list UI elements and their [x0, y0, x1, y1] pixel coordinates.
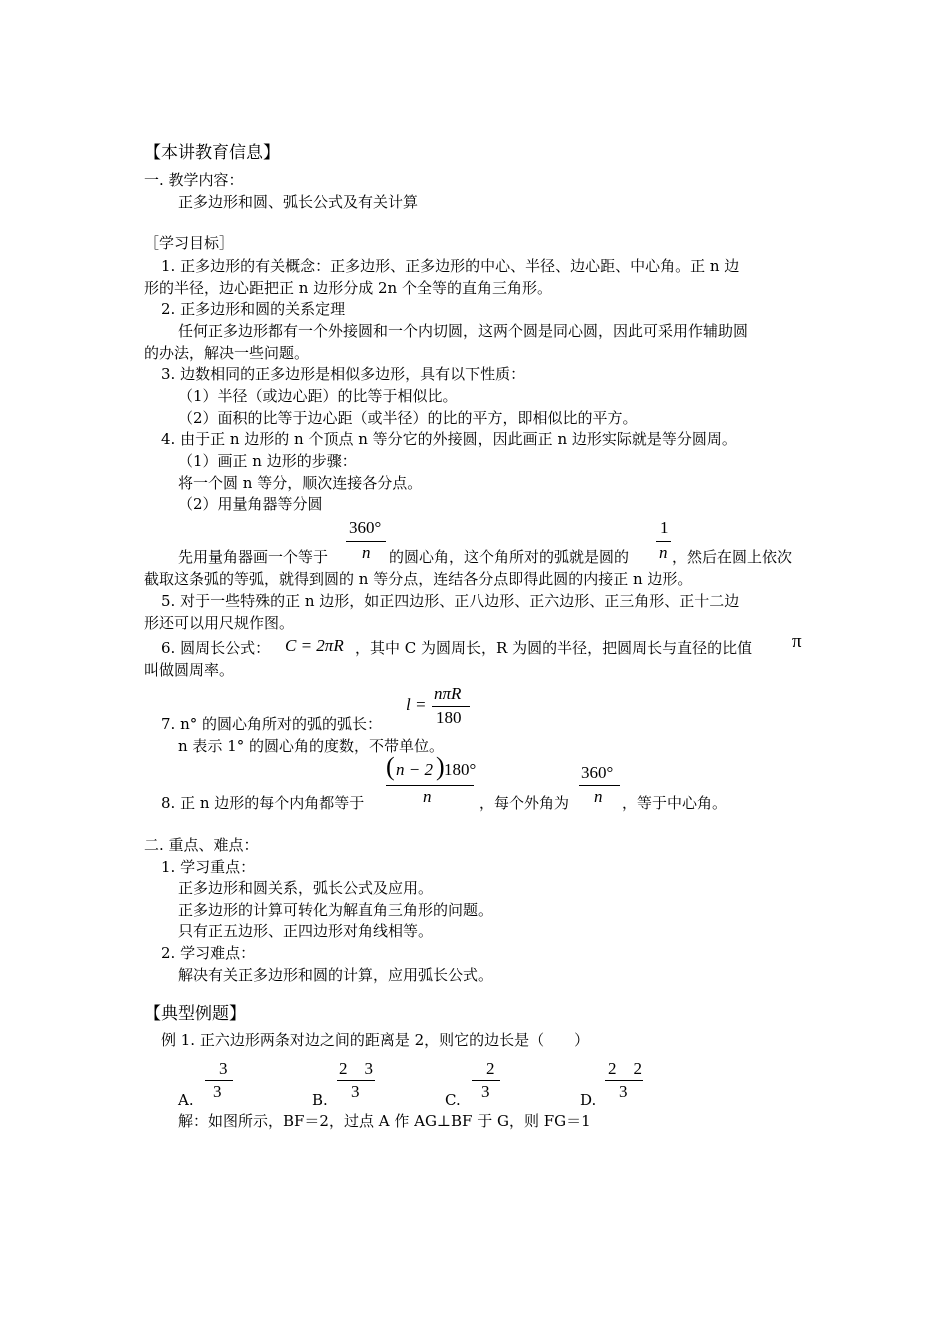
- goal-item-2-line1: 任何正多边形都有一个外接圆和一个内切圆，这两个圆是同心圆，因此可采用作辅助圆: [178, 322, 749, 340]
- examples-heading: 【典型例题】: [144, 1004, 246, 1024]
- arc-length-denominator: 180: [436, 708, 462, 727]
- interior-angle-denominator: n: [423, 787, 432, 806]
- goal-item-5-line2: 形还可以用尺规作图。: [144, 614, 295, 632]
- example-1-solution: 解：如图所示，BF＝2，过点 A 作 AG⊥BF 于 G，则 FG＝1: [178, 1112, 591, 1130]
- circumference-formula: C = 2πR: [285, 636, 344, 655]
- interior-angle-bar: [386, 785, 474, 786]
- goal-item-4-sub2: （2）用量角器等分圆: [178, 495, 323, 513]
- arc-length-numerator: nπR: [434, 684, 462, 703]
- fraction-360-bar: [346, 541, 386, 542]
- fraction-1-bar: [656, 541, 671, 542]
- goal-item-8-mid: ，每个外角为: [479, 794, 570, 812]
- page-title: 【本讲教育信息】: [144, 143, 280, 163]
- option-a-numerator: 3: [219, 1059, 228, 1078]
- goal-item-8-pre: 8. 正 n 边形的每个内角都等于: [161, 794, 365, 812]
- section-heading-content: 一. 教学内容：: [144, 171, 244, 189]
- goal-item-7: 7. n° 的圆心角所对的弧的弧长：: [161, 715, 383, 733]
- option-a-denominator: 3: [213, 1082, 222, 1101]
- goal-item-4-sub2-mid: 的圆心角，这个角所对的弧就是圆的: [389, 548, 630, 566]
- focus-item-1: 正多边形和圆关系，弧长公式及应用。: [178, 879, 434, 897]
- option-d-numerator: 2 2: [608, 1059, 642, 1078]
- option-d-bar: [605, 1080, 643, 1081]
- goal-item-4-sub2-pre: 先用量角器画一个等于: [178, 548, 329, 566]
- option-d-denominator: 3: [619, 1082, 628, 1101]
- goal-item-1-line2: 形的半径，边心距把正 n 边形分成 2n 个全等的直角三角形。: [144, 279, 552, 297]
- interior-angle-numerator-rest: 180°: [444, 760, 477, 779]
- option-c-denominator: 3: [481, 1082, 490, 1101]
- interior-angle-expr: n − 2: [396, 760, 433, 779]
- goal-item-7-note: n 表示 1° 的圆心角的度数，不带单位。: [178, 737, 445, 755]
- arc-length-lhs: l =: [406, 695, 427, 714]
- goal-item-4-sub2-post: ，然后在圆上依次: [672, 548, 793, 566]
- goal-item-3: 3. 边数相同的正多边形是相似多边形，具有以下性质：: [161, 365, 526, 383]
- goal-item-4-sub1-text: 将一个圆 n 等分，顺次连接各分点。: [178, 474, 423, 492]
- goal-item-4-sub1: （1）画正 n 边形的步骤：: [178, 452, 357, 470]
- interior-angle-paren-open: (: [386, 752, 395, 781]
- focus-heading: 1. 学习重点：: [161, 858, 256, 876]
- option-b-bar: [337, 1080, 375, 1081]
- pi-symbol: π: [792, 631, 802, 652]
- goal-item-4-sub2-line2: 截取这条弧的等弧，就得到圆的 n 等分点，连结各分点即得此圆的内接正 n 边形。: [144, 570, 693, 588]
- goal-item-5-line1: 5. 对于一些特殊的正 n 边形，如正四边形、正八边形、正六边形、正三角形、正十二边: [161, 592, 740, 610]
- option-d-label: D.: [580, 1091, 597, 1109]
- focus-item-2: 正多边形的计算可转化为解直角三角形的问题。: [178, 901, 494, 919]
- goal-item-6-post: ，其中 C 为圆周长，R 为圆的半径，把圆周长与直径的比值: [355, 639, 753, 657]
- goal-item-8-post: ，等于中心角。: [622, 794, 728, 812]
- option-b-label: B.: [312, 1091, 328, 1109]
- goal-item-1-line1: 1. 正多边形的有关概念：正多边形、正多边形的中心、半径、边心距、中心角。正 n 边: [161, 257, 740, 275]
- goal-item-4: 4. 由于正 n 边形的 n 个顶点 n 等分它的外接圆，因此画正 n 边形实际就是等分圆周。: [161, 430, 737, 448]
- goal-item-3-sub2: （2）面积的比等于边心距（或半径）的比的平方，即相似比的平方。: [178, 409, 638, 427]
- section-heading-focus: 二. 重点、难点：: [144, 836, 259, 854]
- exterior-angle-bar: [579, 785, 620, 786]
- fraction-360-numerator: 360°: [349, 518, 382, 537]
- fraction-1-numerator: 1: [660, 518, 669, 537]
- interior-angle-paren-close: ): [436, 752, 445, 781]
- goals-heading: ［学习目标］: [144, 234, 235, 252]
- arc-length-bar: [432, 706, 470, 707]
- option-b-numerator: 2 3: [339, 1059, 373, 1078]
- exterior-angle-denominator: n: [594, 787, 603, 806]
- option-b-denominator: 3: [351, 1082, 360, 1101]
- fraction-1-denominator: n: [659, 543, 668, 562]
- goal-item-6-line2: 叫做圆周率。: [144, 661, 235, 679]
- option-c-bar: [472, 1080, 500, 1081]
- exterior-angle-numerator: 360°: [581, 763, 614, 782]
- goal-item-6-pre: 6. 圆周长公式：: [161, 639, 271, 657]
- goal-item-3-sub1: （1）半径（或边心距）的比等于相似比。: [178, 387, 458, 405]
- option-c-label: C.: [445, 1091, 461, 1109]
- option-c-numerator: 2: [486, 1059, 495, 1078]
- option-a-bar: [205, 1080, 233, 1081]
- goal-item-2: 2. 正多边形和圆的关系定理: [161, 300, 346, 318]
- focus-item-3: 只有正五边形、正四边形对角线相等。: [178, 922, 434, 940]
- difficulty-item-1: 解决有关正多边形和圆的计算，应用弧长公式。: [178, 966, 494, 984]
- goal-item-2-line2: 的办法，解决一些问题。: [144, 344, 310, 362]
- example-1-question: 例 1. 正六边形两条对边之间的距离是 2，则它的边长是（ ）: [161, 1031, 590, 1049]
- fraction-360-denominator: n: [362, 543, 371, 562]
- difficulty-heading: 2. 学习难点：: [161, 944, 256, 962]
- option-a-label: A.: [178, 1091, 194, 1109]
- content-text: 正多边形和圆、弧长公式及有关计算: [178, 193, 419, 211]
